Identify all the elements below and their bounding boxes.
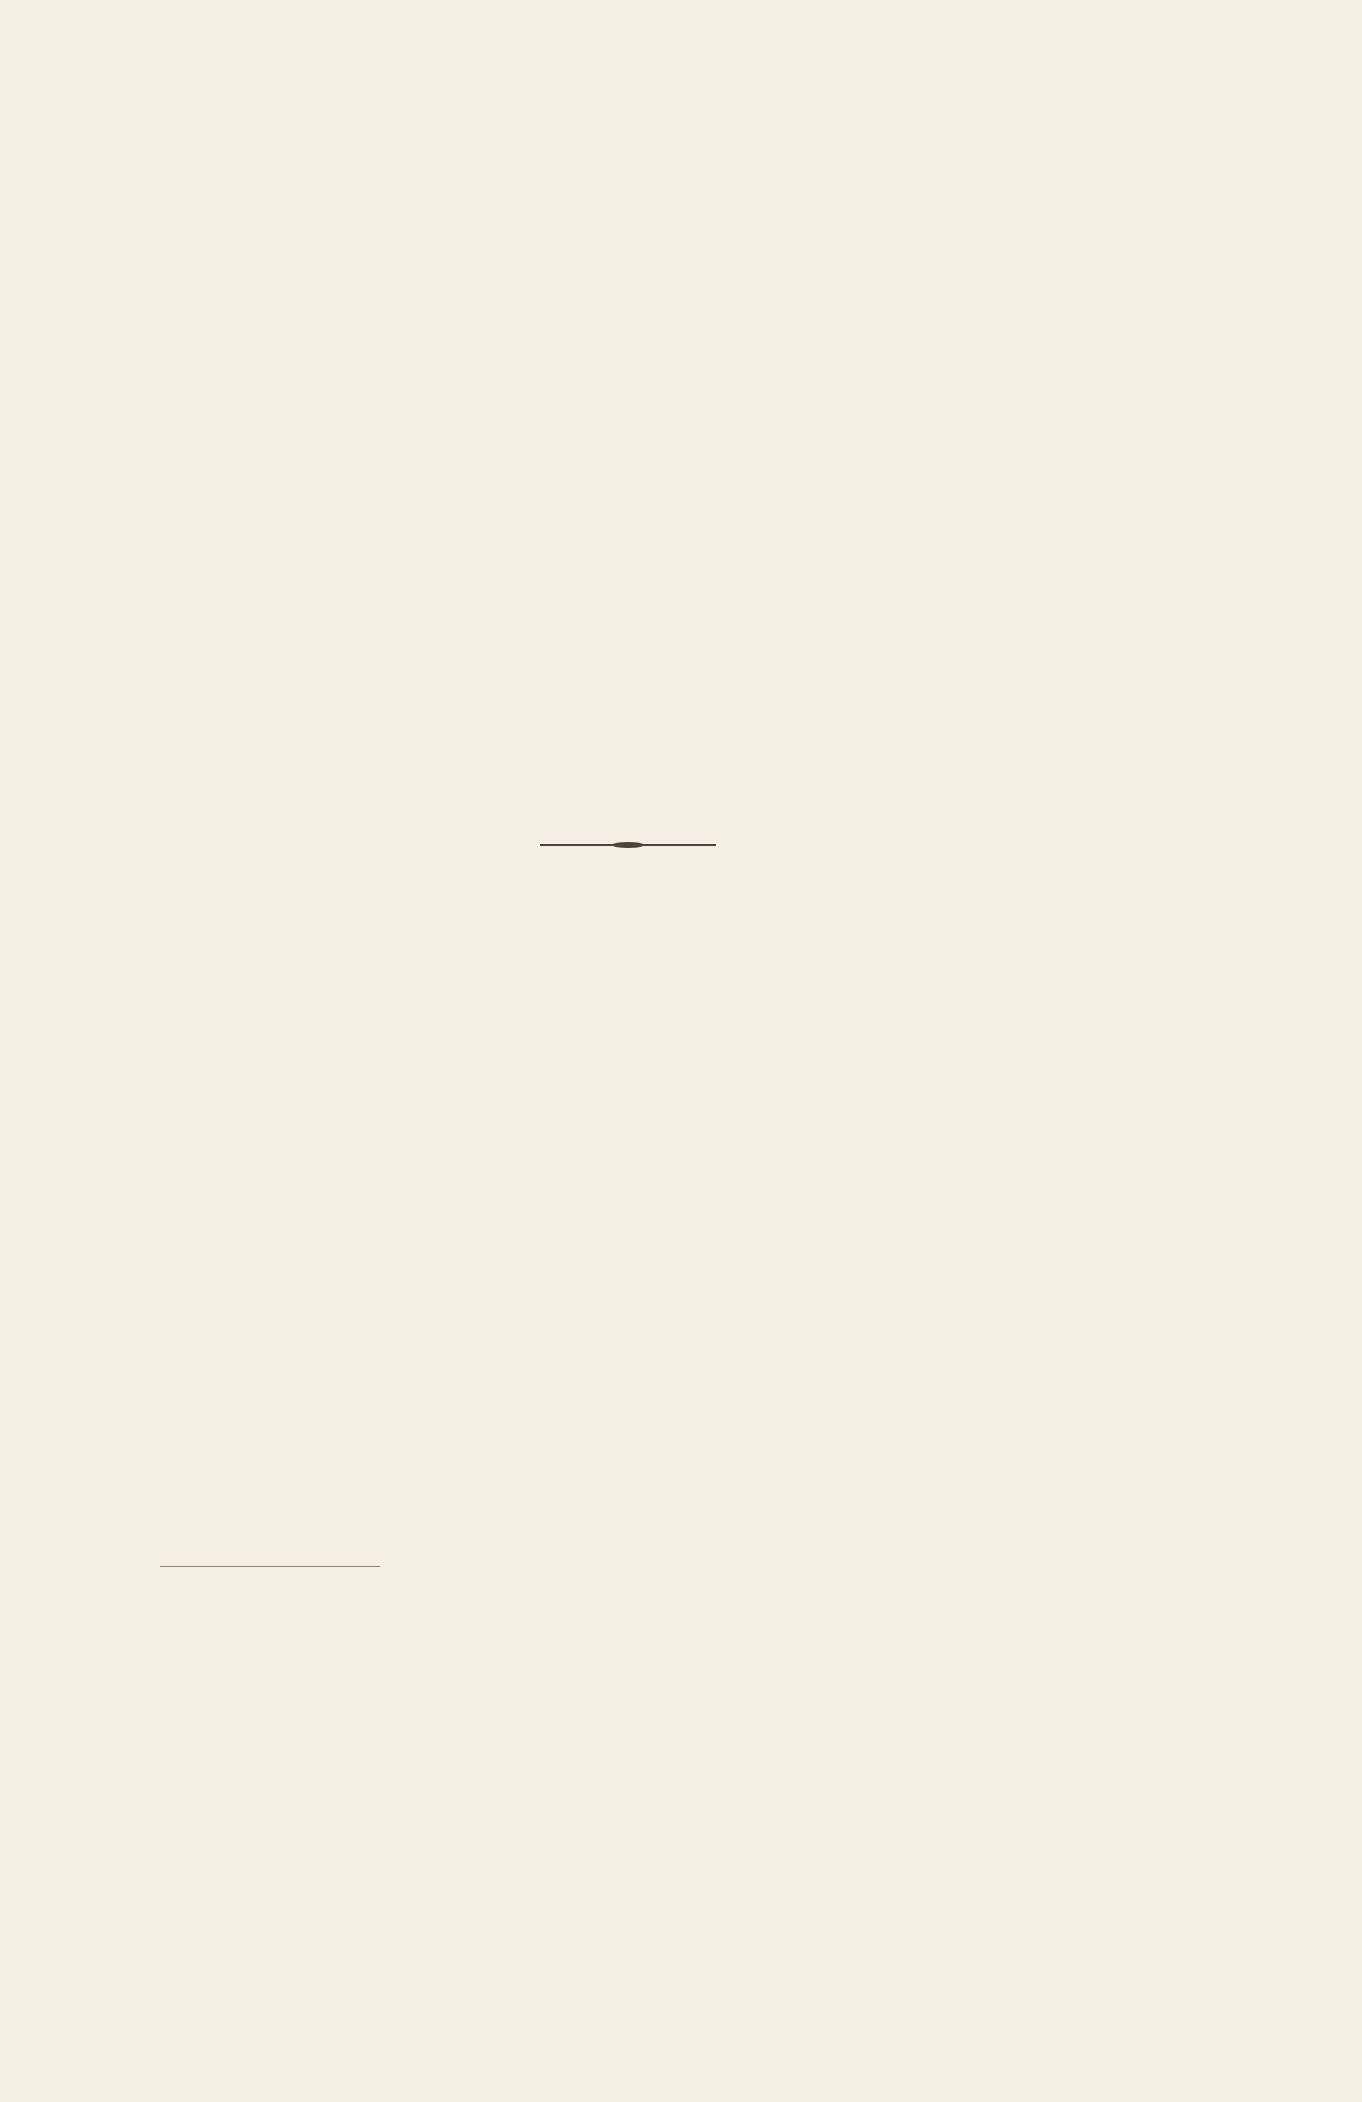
- page-number: [540, 214, 700, 254]
- text-line: [160, 1174, 1100, 1216]
- section-subtitle: [280, 940, 1080, 990]
- text-line: [160, 402, 1100, 444]
- footnote-rule: [160, 1566, 380, 1567]
- footnote: [160, 1600, 1100, 1775]
- text-line: [160, 720, 1100, 762]
- footnote-line: [160, 1611, 1100, 1653]
- footnote-line: [160, 1717, 1100, 1759]
- text-line: [160, 296, 1100, 338]
- text-line: [160, 1492, 1100, 1534]
- text-line: [160, 1386, 1100, 1428]
- text-line: [160, 1439, 1100, 1481]
- text-line: [160, 561, 1100, 603]
- footnote-line: [160, 1770, 1100, 1812]
- text-line: [160, 1280, 1100, 1322]
- text-line: [160, 1333, 1100, 1375]
- text-line: [160, 508, 1100, 550]
- section-1-text: [160, 1110, 1100, 1560]
- section-title: [360, 880, 1000, 934]
- date-line: [400, 1005, 960, 1051]
- text-line: [160, 1121, 1100, 1163]
- closing-note: [480, 780, 780, 816]
- ornamental-divider: [540, 842, 716, 848]
- section-number: [600, 1065, 660, 1109]
- text-line: [160, 349, 1100, 391]
- footnote-line: [160, 1664, 1100, 1706]
- text-line: [160, 667, 1100, 709]
- text-line: [160, 614, 1100, 656]
- text-line: [160, 1227, 1100, 1269]
- continued-text: [160, 285, 1100, 775]
- text-line: [160, 455, 1100, 497]
